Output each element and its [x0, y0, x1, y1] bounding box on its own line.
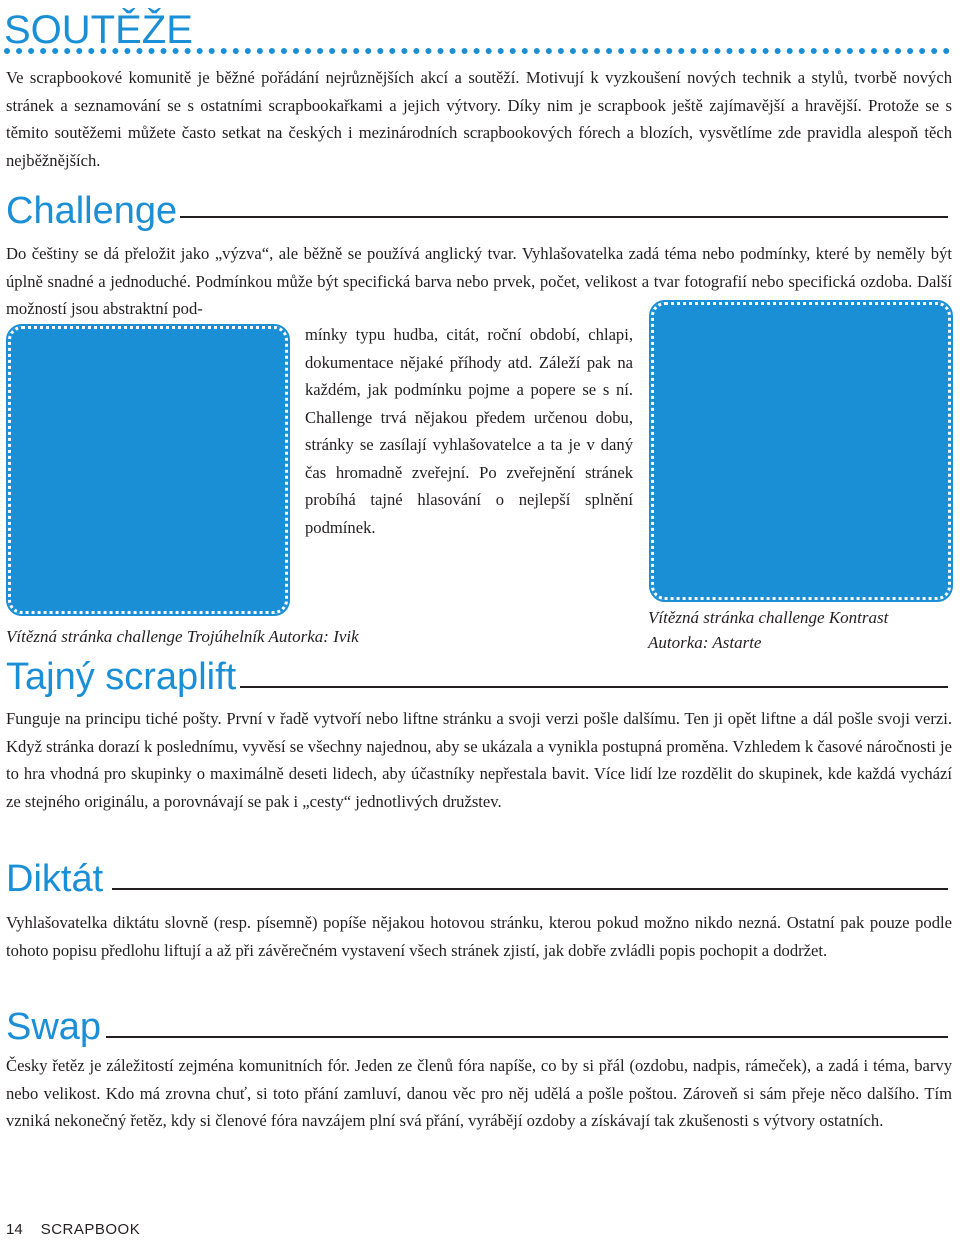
photo-challenge-triangle [8, 326, 288, 614]
page-title: SOUTĚŽE [4, 8, 193, 52]
caption-challenge-triangle: Vítězná stránka challenge Trojúhelník Autorka: Ivik [6, 627, 359, 646]
section-rule-diktat [112, 888, 948, 890]
diktat-paragraph: Vyhlašovatelka diktátu slovně (resp. písemně) popíše nějakou hotovou stránku, kterou pokud možno nikdo nezná. Ostatní pak pouze podle tohoto popisu předlohu liftují a až při závěrečném vystavení všech stránek zjistí, jak dobře zvládli popis pochopit a dodržet. [6, 913, 952, 960]
section-heading-diktat: Diktát [6, 858, 104, 900]
section-rule-challenge [180, 216, 948, 218]
page-number: 14 [6, 1221, 23, 1238]
caption-challenge-contrast-author: Autorka: Astarte [648, 633, 762, 652]
photo-challenge-contrast [651, 302, 951, 600]
scraplift-paragraph: Funguje na principu tiché pošty. První v řadě vytvoří nebo liftne stránku a svoji verzi pošle dalšímu. Ten ji opět liftne a dál pošle svoji verzi. Když stránka dorazí k poslednímu, vyvěsí se všechny najednou, aby se ukázala a vynikla postupná proměna. Vzhledem k časové náročnosti je to hra vhodná pro skupinky o maximálně deseti lidech, aby účastníky nepřestala bavit. Více lidí lze rozdělit do skupinek, kde každá vychází ze stejného originálu, a porovnávají se pak i „cesty“ jednotlivých družstev. [6, 709, 952, 811]
page-footer [6, 1221, 140, 1238]
section-heading-scraplift: Tajný scraplift [6, 656, 237, 698]
challenge-paragraph-top: Do češtiny se dá přeložit jako „výzva“, ale běžně se používá anglický tvar. Vyhlašovatelka zadá téma nebo podmínky, které by neměly být úplně snadné a jednoduché. Podmínkou může být specifická barva nebo prvek, počet, velikost a tvar fotografií nebo specifická ozdoba. Další možností jsou abstraktní pod- [6, 244, 952, 318]
title-dotted-divider [4, 48, 950, 54]
section-rule-scraplift [240, 686, 948, 688]
challenge-paragraph-middle: mínky typu hudba, citát, roční období, chlapi, dokumentace nějaké příhody atd. Záleží pak na každém, jak podmínku pojme a popere se s ní. Challenge trvá nějakou předem určenou dobu, stránky se zasílají vyhlašovatelce a ta je v daný čas hromadně zveřejní. Po zveřejnění stránek probíhá tajné hlasování o nejlepší splnění podmínek. [305, 325, 633, 537]
section-heading-challenge: Challenge [6, 190, 178, 232]
footer-section-name: SCRAPBOOK [40, 1221, 141, 1238]
swap-paragraph: Česky řetěz je záležitostí zejména komunitních fór. Jeden ze členů fóra napíše, co by si přál (ozdobu, nadpis, rámeček), a zadá i téma, barvy nebo velikost. Kdo má zrovna chuť, si toto přání zamluví, danou věc pro něj udělá a pošle poštou. Zároveň si sám přeje něco dalšího. Tím vzniká nekonečný řetěz, kdy si členové fóra navzájem plní svá přání, vyrábějí ozdoby a získávají tak zkušenosti s výtvory ostatních. [6, 1056, 952, 1130]
section-rule-swap [106, 1036, 948, 1038]
caption-challenge-contrast-title: Vítězná stránka challenge Kontrast [648, 608, 889, 627]
section-heading-swap: Swap [6, 1006, 102, 1048]
intro-paragraph: Ve scrapbookové komunitě je běžné pořádání nejrůznějších akcí a soutěží. Motivují k vyzkoušení nových technik a stylů, tvorbě nových stránek a seznamování se s ostatními scrapbookařkami a jejich výtvory. Díky nim je scrapbook ještě zajímavější a hravější. Protože se s těmito soutěžemi můžete často setkat na českých i mezinárodních scrapbookových fórech a blozích, vysvětlíme zde pravidla alespoň těch nejběžnějších. [6, 68, 952, 170]
